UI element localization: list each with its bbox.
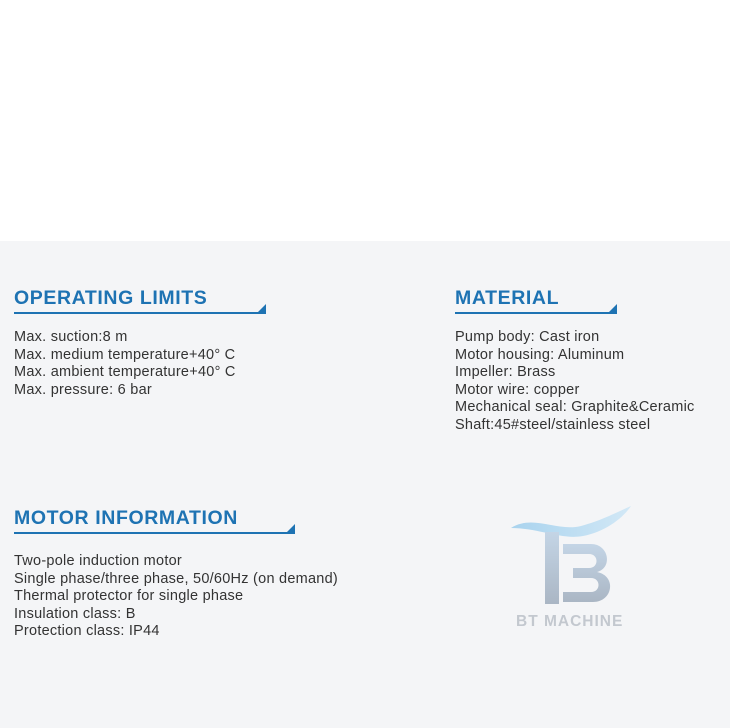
list-item: Max. ambient temperature+40° C: [14, 364, 236, 381]
list-item: Protection class: IP44: [14, 623, 160, 640]
material-heading-wrap: [455, 287, 559, 309]
list-item: Insulation class: B: [14, 605, 136, 622]
list-item: Mechanical seal: Graphite&Ceramic: [455, 399, 695, 416]
motor-information-heading-wrap: [14, 507, 238, 529]
list-item: Motor housing: Aluminum: [455, 346, 625, 363]
motor-information-list: [14, 553, 338, 641]
list-item: Max. pressure: 6 bar: [14, 381, 152, 398]
material-section: [455, 287, 695, 435]
corner-triangle-icon: [609, 304, 617, 312]
list-item: Max. medium temperature+40° C: [14, 346, 236, 363]
corner-triangle-icon: [258, 304, 266, 312]
list-item: Shaft:45#steel/stainless steel: [455, 416, 651, 433]
heading-underline: [455, 312, 617, 314]
list-item: Two-pole induction motor: [14, 553, 182, 569]
heading-underline: [14, 532, 295, 534]
operating-limits-list: [14, 329, 236, 399]
list-item: Impeller: Brass: [455, 364, 556, 381]
list-item: Max. suction:8 m: [14, 329, 128, 345]
operating-limits-section: [14, 287, 236, 399]
list-item: Thermal protector for single phase: [14, 588, 244, 605]
list-item: Motor wire: copper: [455, 381, 580, 398]
material-list: [455, 329, 695, 435]
operating-limits-heading-wrap: [14, 287, 207, 309]
motor-information-heading: MOTOR INFORMATION: [14, 507, 238, 529]
material-heading: MATERIAL: [455, 287, 560, 309]
list-item: Pump body: Cast iron: [455, 329, 600, 345]
corner-triangle-icon: [287, 524, 295, 532]
list-item: Single phase/three phase, 50/60Hz (on demand): [14, 570, 339, 587]
heading-underline: [14, 312, 266, 314]
operating-limits-heading: OPERATING LIMITS: [14, 287, 208, 309]
logo-text: BT MACHINE: [516, 613, 624, 630]
motor-information-section: [14, 507, 338, 641]
